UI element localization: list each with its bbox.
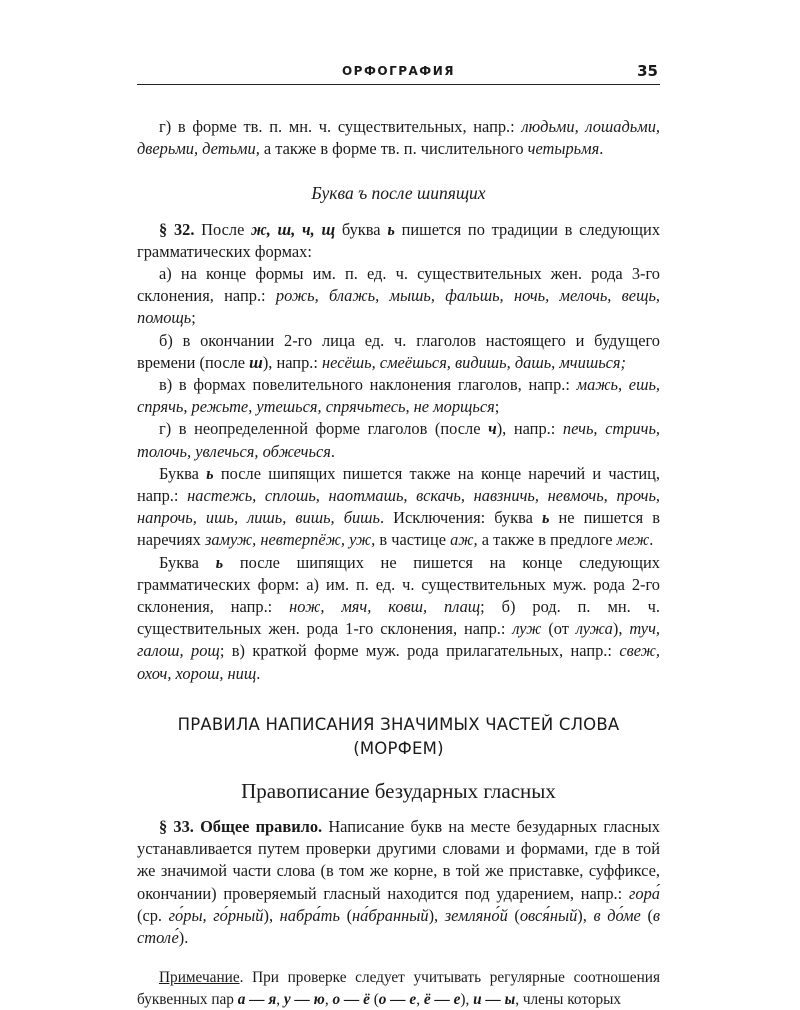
running-header (137, 62, 660, 85)
section-number: § 32. (159, 219, 195, 239)
subsection-heading: Правописание безударных гласных (241, 778, 556, 803)
list-item-v: в) в формах повелительного наклонения глаголов, напр.: мажь, ешь, спрячь, режьте, утешься, спрячьтесь, не морщься; (137, 375, 660, 417)
note-paragraph: Примечание. При проверке следует учитывать регулярные соотношения буквенных пар а — я, у — ю, о — ё (о — е, ё — е), и — ы, члены которых (137, 969, 660, 1008)
note-label: Примечание (159, 969, 240, 987)
section-number: § 33. Общее правило. (159, 817, 323, 837)
page-number: 35 (637, 62, 658, 80)
paragraph-32: § 32. После ж, ш, ч, щ буква ь пишется по традиции в следующих грамматических формах: (137, 219, 661, 261)
section-heading-line1: ПРАВИЛА НАПИСАНИЯ ЗНАЧИМЫХ ЧАСТЕЙ СЛОВА (177, 714, 620, 734)
list-item-g: г) в неопределенной форме глаголов (после ч), напр.: печь, стричь, толочь, увлечься, обжечься. (137, 419, 660, 461)
section-heading (137, 713, 660, 761)
section-heading-line2: (МОРФЕМ) (353, 738, 444, 758)
paragraph-adverbs: Буква ь после шипящих пишется также на конце наречий и частиц, напр.: настежь, сплошь, наотмашь, вскачь, навзничь, невмочь, прочь, напрочь, ишь, лишь, вишь, бишь. Исключения: буква ь не пишется в наречиях замуж, невтерпёж, уж, в частице аж, а также в предлоге меж. (137, 463, 661, 550)
list-item-a: а) на конце формы им. п. ед. ч. существительных жен. рода 3-го склонения, напр.: рожь, блажь, мышь, фальшь, ночь, мелочь, вещь, помощь; (137, 264, 660, 328)
paragraph-33: § 33. Общее правило. Написание букв на месте безударных гласных устанавливается путем проверки другими словами и формами, где в той же значимой части слова (в том же корне, в той же приставке, суффиксе, окончании) проверяемый гласный находится под ударением, напр.: гора́ (ср. го́ры, го́рный), набра́ть (на́бранный), земляно́й (овся́ный), в до́ме (в столе́). (137, 817, 661, 948)
subheading-hard-sign: Буква ъ после шипящих (311, 183, 486, 204)
header-title: ОРФОГРАФИЯ (341, 64, 455, 78)
list-item-b: б) в окончании 2-го лица ед. ч. глаголов настоящего и будущего времени (после ш), напр.: несёшь, смеёшься, видишь, дашь, мчишься; (137, 330, 660, 372)
page-body (137, 116, 660, 1010)
paragraph-not-written: Буква ь после шипящих не пишется на конце следующих грамматических форм: а) им. п. ед. ч. существительных муж. рода 2-го склонения, напр.: нож, мяч, ковш, плащ; б) род. п. мн. ч. существительных жен. рода 1-го склонения, напр.: луж (от лужа), туч, галош, рощ; в) краткой форме муж. рода прилагательных, напр.: свеж, охоч, хорош, нищ. (137, 552, 661, 683)
paragraph-g-instrumental: г) в форме тв. п. мн. ч. существительных, напр.: людьми, лошадьми, дверьми, детьми, а также в форме тв. п. числительного четырьмя. (137, 117, 661, 159)
